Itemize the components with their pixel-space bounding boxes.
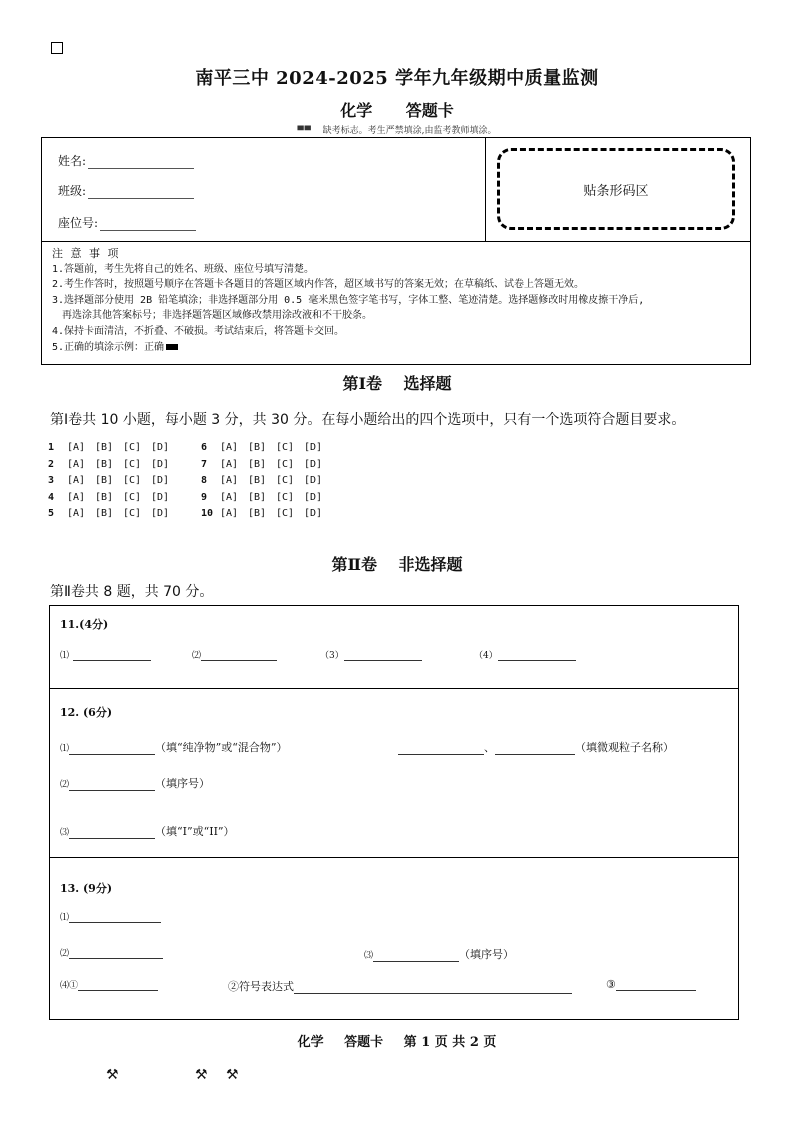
q11-part4 xyxy=(474,648,576,661)
notice-item: 再选涂其他答案标号；非选择题答题区域修改禁用涂改液和不干胶条。 xyxy=(62,310,372,322)
option-a[interactable]: [A] xyxy=(220,458,239,470)
q-number: 8 xyxy=(201,475,208,486)
answer-blank[interactable] xyxy=(73,648,151,661)
q13-heading: 13. (9分) xyxy=(60,882,113,895)
option-b[interactable]: [B] xyxy=(95,442,114,453)
notice-item: 2.考生作答时，按照题号顺序在答题卡各题目的答题区域内作答，超区域书写的答案无效；在草稿纸、试卷上答题无效。 xyxy=(52,279,585,291)
name-line[interactable] xyxy=(88,156,194,169)
option-a[interactable]: [A] xyxy=(67,475,86,486)
option-c[interactable]: [C] xyxy=(276,458,295,470)
section1-name: 选择题 xyxy=(403,374,452,393)
option-c[interactable]: [C] xyxy=(123,508,142,519)
q-number: 5 xyxy=(48,508,55,519)
answer-blank[interactable] xyxy=(69,742,155,755)
hint-text: （填序号） xyxy=(459,948,515,961)
option-d[interactable]: [D] xyxy=(151,442,170,453)
q12-part1b xyxy=(398,739,674,755)
q13-part4b xyxy=(228,978,572,994)
section2-title xyxy=(0,552,794,575)
option-b[interactable]: [B] xyxy=(95,508,114,519)
notice-item: 3.选择题部分使用 2B 铅笔填涂；非选择题部分用 0.5 毫米黑色签字笔书写，字体工整、笔迹清楚。选择题修改时用橡皮擦干净后, xyxy=(52,294,645,306)
q11-part1 xyxy=(60,648,151,661)
footer-card: 答题卡 xyxy=(344,1035,384,1050)
option-a[interactable]: [A] xyxy=(220,508,239,519)
section2-name: 非选择题 xyxy=(398,555,463,574)
notice-item: 5.正确的填涂示例：正确 xyxy=(52,341,165,353)
answer-blank[interactable] xyxy=(495,742,575,755)
answer-blank[interactable] xyxy=(498,648,576,661)
option-c[interactable]: [C] xyxy=(276,442,295,453)
page-title: 南平三中 2024-2025 学年九年级期中质量监测 xyxy=(195,68,599,89)
answer-box-q12 xyxy=(49,688,739,858)
notice-item-example xyxy=(52,340,644,356)
option-b[interactable]: [B] xyxy=(248,475,267,486)
student-info-frame xyxy=(41,137,751,365)
subject-label: 化学 xyxy=(340,101,373,120)
card-label: 答题卡 xyxy=(405,101,454,120)
student-info xyxy=(42,138,486,242)
q12-heading: 12. (6分) xyxy=(60,706,113,719)
option-d[interactable]: [D] xyxy=(304,458,323,470)
option-a[interactable]: [A] xyxy=(67,491,86,503)
option-d[interactable]: [D] xyxy=(151,491,170,503)
part-number: ⑷① xyxy=(60,981,79,991)
q-number: 10 xyxy=(201,508,214,519)
q13-part4c xyxy=(606,978,696,991)
q-number: 2 xyxy=(48,458,55,470)
hint-text: ②符号表达式 xyxy=(228,980,294,993)
q11-part2 xyxy=(192,648,277,661)
answer-blank[interactable] xyxy=(78,978,158,991)
mc-row xyxy=(48,442,332,459)
part-number: ⑵ xyxy=(192,651,202,661)
footer-subject: 化学 xyxy=(297,1035,324,1050)
notice-item: 1.答题前，考生先将自己的姓名、班级、座位号填写清楚。 xyxy=(52,263,315,275)
hint-text: （填序号） xyxy=(155,777,211,790)
option-d[interactable]: [D] xyxy=(151,458,170,470)
option-a[interactable]: [A] xyxy=(67,442,86,453)
part-number: ⑵ xyxy=(60,780,70,790)
option-b[interactable]: [B] xyxy=(248,442,267,453)
absent-mark-box[interactable]: ▀▀ xyxy=(297,126,312,135)
barcode-label: 贴条形码区 xyxy=(583,183,649,199)
option-b[interactable]: [B] xyxy=(95,491,114,503)
option-c[interactable]: [C] xyxy=(276,475,295,486)
notice-item: 4.保持卡面清洁，不折叠、不破损。考试结束后，将答题卡交回。 xyxy=(52,325,345,337)
q13-part4 xyxy=(60,978,158,991)
option-a[interactable]: [A] xyxy=(67,458,86,470)
part-number: ⑶ xyxy=(364,951,374,961)
page-footer xyxy=(0,1031,794,1050)
answer-blank[interactable] xyxy=(294,981,572,994)
part-number: ⑴ xyxy=(60,744,70,754)
class-label: 班级: xyxy=(58,184,87,198)
q13-part1 xyxy=(60,910,161,923)
part-number: （3） xyxy=(320,651,344,661)
answer-blank[interactable] xyxy=(344,648,422,661)
option-d[interactable]: [D] xyxy=(151,475,170,486)
option-d[interactable]: [D] xyxy=(151,508,170,519)
section1-part: 第Ⅰ卷 xyxy=(342,374,382,393)
q11-part3 xyxy=(320,648,422,661)
q13-part3 xyxy=(364,946,514,962)
part-number: （4） xyxy=(474,651,498,661)
subtitle xyxy=(0,98,794,121)
hint-text: （填“I”或“II”） xyxy=(155,825,235,838)
mc-answer-grid xyxy=(48,442,332,525)
section1-title xyxy=(0,371,794,394)
option-d[interactable]: [D] xyxy=(304,508,323,519)
barcode-area xyxy=(486,138,750,242)
tools-icon: ⚒ xyxy=(106,1067,119,1083)
mc-row xyxy=(48,475,332,492)
q-number: 4 xyxy=(48,491,55,503)
answer-blank[interactable] xyxy=(69,778,155,791)
option-c[interactable]: [C] xyxy=(123,475,142,486)
hint-text: （填“纯净物”或“混合物”） xyxy=(155,741,288,754)
section2-desc: 第Ⅱ卷共 8 题，共 70 分。 xyxy=(50,584,214,600)
answer-blank[interactable] xyxy=(69,826,155,839)
notice-heading: 注 意 事 项 xyxy=(52,247,121,260)
answer-blank[interactable] xyxy=(616,978,696,991)
section2-part: 第Ⅱ卷 xyxy=(331,555,377,574)
section1-desc: 第Ⅰ卷共 10 小题，每小题 3 分，共 30 分。在每小题给出的四个选项中，只有一个选项符合题目要求。 xyxy=(50,412,686,428)
q-number: 9 xyxy=(201,491,208,503)
answer-blank[interactable] xyxy=(373,949,459,962)
name-field[interactable] xyxy=(58,152,194,169)
option-c[interactable]: [C] xyxy=(123,458,142,470)
seat-field[interactable] xyxy=(58,214,196,231)
part-number: ③ xyxy=(606,978,616,991)
q12-part3 xyxy=(60,823,235,839)
corner-marker xyxy=(51,42,63,54)
absent-note xyxy=(0,123,794,136)
answer-blank[interactable] xyxy=(398,742,484,755)
option-a[interactable]: [A] xyxy=(220,475,239,486)
option-a[interactable]: [A] xyxy=(220,491,239,503)
option-b[interactable]: [B] xyxy=(95,475,114,486)
q13-part2 xyxy=(60,946,163,959)
q-number: 1 xyxy=(48,442,55,453)
part-number: ⑵ xyxy=(60,949,70,959)
option-b[interactable]: [B] xyxy=(248,491,267,503)
option-a[interactable]: [A] xyxy=(220,442,239,453)
option-d[interactable]: [D] xyxy=(304,475,323,486)
q12-part1 xyxy=(60,739,288,755)
answer-blank[interactable] xyxy=(201,648,277,661)
q12-part2 xyxy=(60,775,210,791)
option-c[interactable]: [C] xyxy=(123,442,142,453)
q11-heading: 11.(4分) xyxy=(60,618,109,631)
q-number: 3 xyxy=(48,475,55,486)
option-d[interactable]: [D] xyxy=(304,491,323,503)
option-a[interactable]: [A] xyxy=(67,508,86,519)
part-number: ⑶ xyxy=(60,828,70,838)
answer-box-q13 xyxy=(49,857,739,1020)
absent-note-text: 缺考标志。考生严禁填涂,由监考教师填涂。 xyxy=(322,126,497,136)
answer-blank[interactable] xyxy=(69,910,161,923)
option-c[interactable]: [C] xyxy=(123,491,142,503)
option-b[interactable]: [B] xyxy=(95,458,114,470)
option-d[interactable]: [D] xyxy=(304,442,323,453)
option-c[interactable]: [C] xyxy=(276,508,295,519)
seat-label: 座位号: xyxy=(58,216,99,230)
part-number: ⑴ xyxy=(60,913,70,923)
option-c[interactable]: [C] xyxy=(276,491,295,503)
notice-block xyxy=(52,246,644,355)
q-number: 6 xyxy=(201,442,208,453)
name-label: 姓名: xyxy=(58,154,87,168)
mc-row xyxy=(48,459,332,476)
class-line[interactable] xyxy=(88,186,194,199)
class-field[interactable] xyxy=(58,182,194,199)
separator: 、 xyxy=(484,741,495,754)
answer-box-q11 xyxy=(49,605,739,689)
mc-row xyxy=(48,492,332,509)
hint-text: （填微观粒子名称） xyxy=(575,741,674,754)
part-number: ⑴ xyxy=(60,651,70,661)
q-number: 7 xyxy=(201,458,208,470)
footer-page: 第 1 页 共 2 页 xyxy=(403,1035,497,1050)
barcode-box xyxy=(497,148,735,230)
option-b[interactable]: [B] xyxy=(248,508,267,519)
tools-icon: ⚒ xyxy=(195,1067,208,1083)
fill-example-mark xyxy=(166,344,178,350)
option-b[interactable]: [B] xyxy=(248,458,267,470)
mc-row xyxy=(48,508,332,525)
tools-icon: ⚒ xyxy=(226,1067,239,1083)
seat-line[interactable] xyxy=(100,218,196,231)
answer-blank[interactable] xyxy=(69,946,163,959)
